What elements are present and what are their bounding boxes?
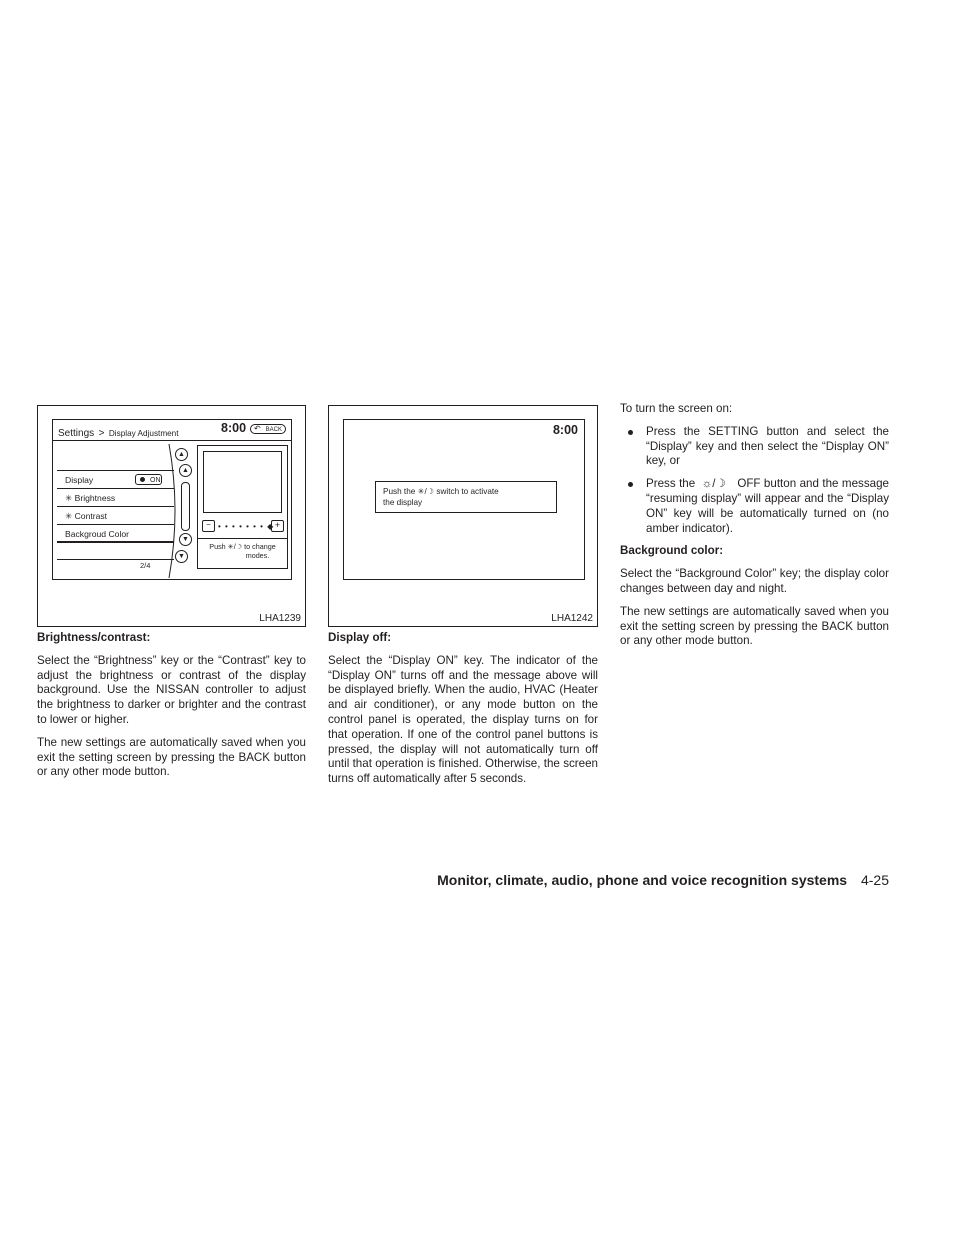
menu-list xyxy=(57,470,174,561)
heading-display-off: Display off: xyxy=(328,631,392,644)
level-slider[interactable] xyxy=(202,520,284,532)
breadcrumb-root: Settings xyxy=(58,428,95,439)
minus-icon[interactable]: − xyxy=(202,520,215,532)
plus-icon[interactable]: + xyxy=(271,520,284,532)
menu-item-background-color[interactable]: Backgroud Color xyxy=(57,524,174,542)
figure-label: LHA1239 xyxy=(259,613,301,624)
clock: 8:00 xyxy=(552,423,578,437)
bullet-item: Press the ☼/☽ OFF button and the message “resuming display” will appear and the “Display ON” key will be automatically turned on (no amber indicator). xyxy=(620,477,889,536)
breadcrumb: Settings > Display Adjustment xyxy=(58,428,179,439)
bullet-icon xyxy=(628,430,633,435)
page-indicator: 2/4 xyxy=(140,561,151,570)
page-footer xyxy=(437,872,889,888)
preview-image xyxy=(203,451,282,513)
paragraph: Select the “Brightness” key or the “Contrast” key to adjust the brightness or contrast of the display background. Use the NISSAN controller to adjust the brightness to darker or brighter and the contrast to lower or higher. xyxy=(37,653,306,726)
nav-down-icon[interactable]: ▼ xyxy=(179,533,192,546)
preview-panel xyxy=(197,445,288,569)
heading-brightness-contrast: Brightness/contrast: xyxy=(37,631,151,644)
paragraph: Select the “Background Color” key; the display color changes between day and night. xyxy=(620,567,889,595)
activate-message-box: Push the ✳/☽ switch to activate the display xyxy=(375,481,557,513)
menu-item-display[interactable]: Display ON xyxy=(57,470,174,488)
intro-text: To turn the screen on: xyxy=(620,402,733,415)
nav-up-icon[interactable]: ▲ xyxy=(179,464,192,477)
slider-track: • • • • • • • ◆ xyxy=(218,522,275,531)
day-night-icon: ✳/☽ xyxy=(417,487,435,496)
day-night-icon: ☼/☽ xyxy=(701,477,726,491)
section-title: Monitor, climate, audio, phone and voice recognition systems xyxy=(437,872,848,888)
nav-down-left-icon[interactable]: ▼ xyxy=(175,550,188,563)
day-night-icon: ✳/☽ xyxy=(227,542,243,551)
paragraph: The new settings are automatically saved when you exit the setting screen by pressing the BACK button or any other mode button. xyxy=(37,735,306,779)
sun-icon: ✳ xyxy=(65,493,73,503)
display-on-toggle[interactable]: ON xyxy=(135,474,162,485)
bullet-item: Press the SETTING button and select the “Display” key and then select the “Display ON” key, or xyxy=(620,425,889,469)
sun-icon: ✳ xyxy=(65,511,73,521)
screen-frame xyxy=(343,419,585,580)
push-hint: Push ✳/☽ to change modes. xyxy=(198,538,287,560)
scrollbar[interactable] xyxy=(181,482,190,531)
header-divider xyxy=(53,440,291,441)
paragraph: Select the “Display ON” key. The indicator of the “Display ON” turns off and the message above will be displayed briefly. When the audio, HVAC (Heater and air conditioner), or any mode button on the control panel is operated, the display turns on for that operation. If one of the control panel buttons is pressed, the display will not automatically turn off until that operation is finished. Otherwise, the screen turns off automatically after 5 seconds. xyxy=(328,653,598,786)
figure-display-off xyxy=(328,405,598,627)
page-number: 4-25 xyxy=(860,872,889,888)
paragraph: The new settings are automatically saved when you exit the setting screen by pressing the BACK button or any other mode button. xyxy=(620,604,889,648)
column-brightness-contrast xyxy=(37,631,306,788)
back-button[interactable]: ↶ BACK xyxy=(250,424,286,434)
screen-frame xyxy=(52,419,292,580)
clock: 8:00 xyxy=(221,421,247,435)
heading-background-color: Background color: xyxy=(620,544,724,558)
menu-item-contrast[interactable]: ✳ Contrast xyxy=(57,506,174,524)
column-screen-on xyxy=(620,402,889,657)
indicator-dot-icon xyxy=(140,477,145,482)
nav-up-left-icon[interactable]: ▲ xyxy=(175,448,188,461)
menu-item-empty xyxy=(57,542,174,560)
bullet-icon xyxy=(628,482,633,487)
breadcrumb-page: Display Adjustment xyxy=(108,429,179,438)
figure-display-adjustment xyxy=(37,405,306,627)
back-arrow-icon: ↶ xyxy=(254,424,261,433)
column-display-off xyxy=(328,631,598,795)
menu-item-brightness[interactable]: ✳ Brightness xyxy=(57,488,174,506)
figure-label: LHA1242 xyxy=(551,613,593,624)
